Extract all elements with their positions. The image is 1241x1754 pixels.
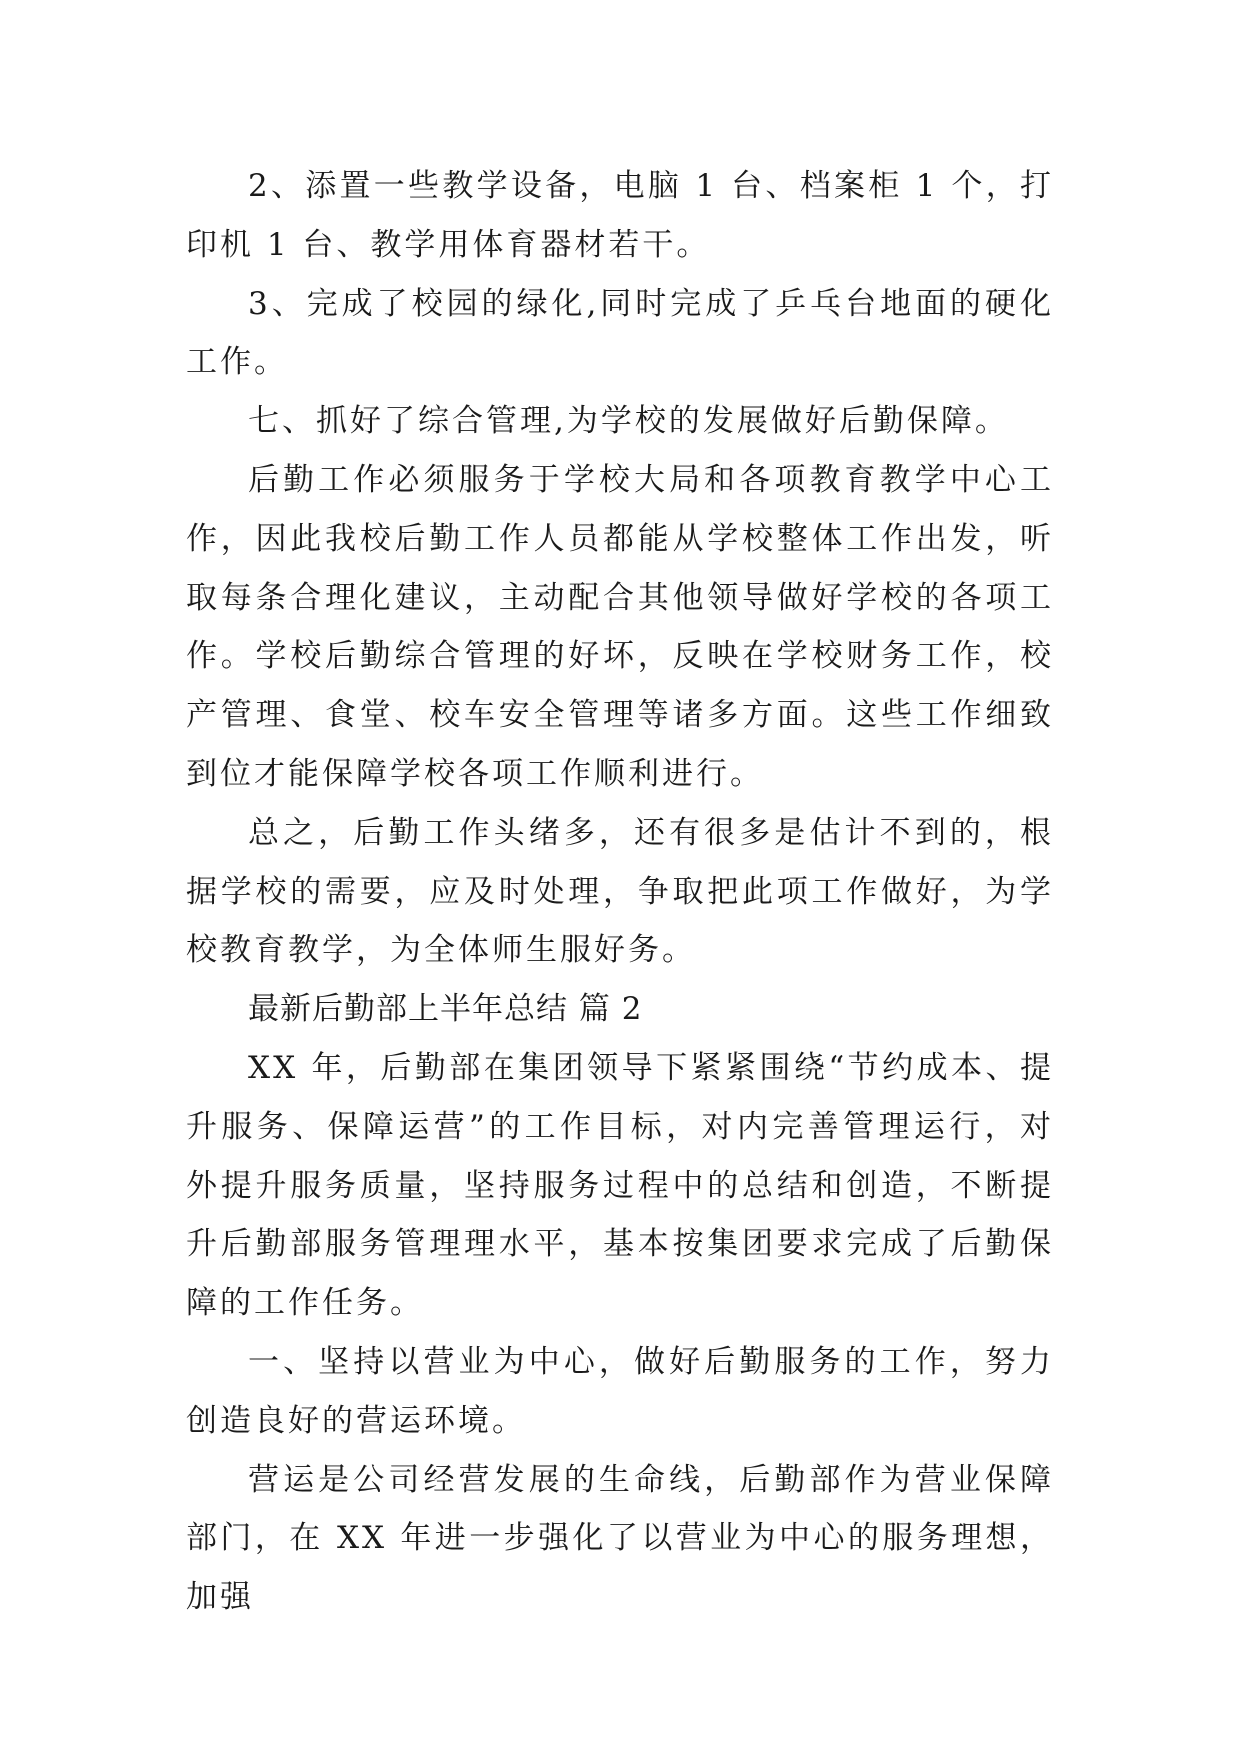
section-heading-management: 七、抓好了综合管理,为学校的发展做好后勤保障。 [248,403,1009,440]
section-heading-operations: 一、坚持以营业为中心，做好后勤服务的工作，努力创造良好的营运环境。 [186,1343,1054,1439]
paragraph-operations: 营运是公司经营发展的生命线，后勤部作为营业保障部门，在 XX 年进一步强化了以营业为中心的服务理想，加强 [186,1461,1054,1616]
paragraph-greening: 3、完成了校园的绿化,同时完成了乒乓台地面的硬化工作。 [186,285,1054,381]
article-title-part-2: 最新后勤部上半年总结 篇 2 [248,991,643,1028]
paragraph-logistics-service: 后勤工作必须服务于学校大局和各项教育教学中心工作，因此我校后勤工作人员都能从学校整体工作出发，听取每条合理化建议，主动配合其他领导做好学校的各项工作。学校后勤综合管理的好坏，反映在学校财务工作，校产管理、食堂、校车安全管理等诸多方面。这些工作细致到位才能保障学校各项工作顺利进行。 [186,461,1054,792]
document-body [186,157,1054,1627]
paragraph-intro-part-2: XX 年，后勤部在集团领导下紧紧围绕“节约成本、提升服务、保障运营”的工作目标，对内完善管理运行，对外提升服务质量，坚持服务过程中的总结和创造，不断提升后勤部服务管理理水平，基本按集团要求完成了后勤保障的工作任务。 [186,1049,1054,1322]
paragraph-conclusion: 总之，后勤工作头绪多，还有很多是估计不到的，根据学校的需要，应及时处理，争取把此项工作做好，为学校教育教学，为全体师生服好务。 [186,814,1054,969]
paragraph-equipment: 2、添置一些教学设备，电脑 1 台、档案柜 1 个，打印机 1 台、教学用体育器材若干。 [186,168,1054,263]
